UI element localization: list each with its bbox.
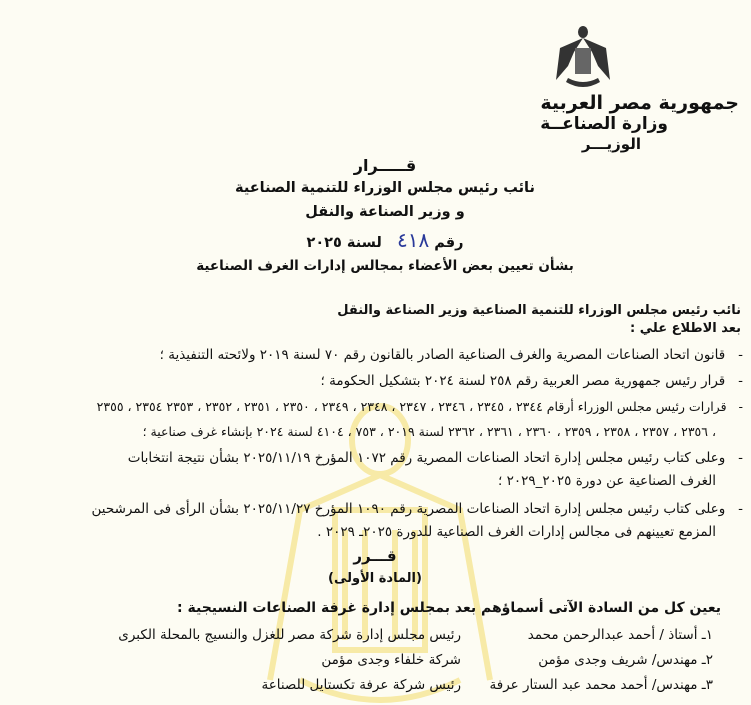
recital-1: - قانون اتحاد الصناعات المصرية والغرف الصناعية الصادر بالقانون رقم ٧٠ لسنة ٢٠١٩ ولائحته التنفيذية ؛ [159, 347, 743, 363]
issuer-title-line2: و وزير الصناعة والنقل [305, 204, 465, 220]
article-heading: (المادة الأولى) [328, 571, 422, 586]
member-2-role: شركة خلفاء وجدى مؤمن [321, 652, 461, 668]
decision-heading: قـــرر [353, 547, 397, 565]
recital-5-cont: المزمع تعيينهم فى مجالس إدارات الغرف الصناعية للدورة ٢٠٢٥ـ ٢٠٢٩ . [317, 524, 716, 540]
recital-5: - وعلى كتاب رئيس مجلس إدارة اتحاد الصناعات المصرية رقم ١٠٩٠ المؤرخ ٢٠٢٥/١١/٢٧ بشأن الرأى فى المرشحين [91, 501, 743, 517]
year-label: لسنة ٢٠٢٥ [306, 235, 382, 251]
country-name: جمهورية مصر العربية [540, 92, 739, 114]
office-name: الوزيـــر [581, 135, 641, 153]
recital-3: - قرارات رئيس مجلس الوزراء أرقام ٢٣٤٤ ، ٢٣٤٥ ، ٢٣٤٦ ، ٢٣٤٧ ، ٢٣٤٨ ، ٢٣٤٩ ، ٢٣٥٠ ، ٢٣٥١ ، ٢٣٥٢ ، ٢٣٥٣ ٢٣٥٤ ، ٢٣٥٥ [96, 399, 743, 414]
handwritten-number: ٤١٨ [397, 228, 430, 252]
recital-4-cont: الغرف الصناعية عن دورة ٢٠٢٥_٢٠٢٩ ؛ [498, 473, 716, 489]
ministry-name: وزارة الصناعــة [540, 114, 668, 134]
member-2-name: ٢ـ مهندس/ شريف وجدى مؤمن [538, 652, 713, 668]
decree-subject: بشأن تعيين بعض الأعضاء بمجالس إدارات الغرف الصناعية [196, 258, 574, 274]
decree-heading: قـــــرار [353, 156, 417, 175]
preamble-issuer: نائب رئيس مجلس الوزراء للتنمية الصناعية وزير الصناعة والنقل [337, 303, 741, 318]
egypt-eagle-emblem-icon [552, 22, 614, 92]
recital-4: - وعلى كتاب رئيس مجلس إدارة اتحاد الصناعات المصرية رقم ١٠٧٢ المؤرخ ٢٠٢٥/١١/١٩ بشأن نتيجة انتخابات [127, 450, 743, 466]
member-3-name: ٣ـ مهندس/ أحمد محمد عبد الستار عرفة [489, 677, 713, 693]
recital-text: وعلى كتاب رئيس مجلس إدارة اتحاد الصناعات المصرية رقم ١٠٧٢ المؤرخ ٢٠٢٥/١١/١٩ بشأن نتيجة انتخابات [127, 450, 726, 466]
member-1-role: رئيس مجلس إدارة شركة مصر للغزل والنسيج بالمحلة الكبرى [118, 627, 461, 643]
after-review: بعد الاطلاع علي : [630, 321, 741, 336]
recital-text: وعلى كتاب رئيس مجلس إدارة اتحاد الصناعات المصرية رقم ١٠٩٠ المؤرخ ٢٠٢٥/١١/٢٧ بشأن الرأى فى المرشحين [91, 501, 726, 517]
member-1-name: ١ـ أستاذ / أحمد عبدالرحمن محمد [527, 627, 713, 643]
member-3-role: رئيس شركة عرفة تكستايل للصناعة [261, 677, 461, 693]
issuer-title-line1: نائب رئيس مجلس الوزراء للتنمية الصناعية [235, 180, 535, 196]
recital-text: قرارات رئيس مجلس الوزراء أرقام ٢٣٤٤ ، ٢٣٤٥ ، ٢٣٤٦ ، ٢٣٤٧ ، ٢٣٤٨ ، ٢٣٤٩ ، ٢٣٥٠ ، ٢٣٥١ ، ٢٣٥٢ ، ٢٣٥٣ ٢٣٥٤ ، ٢٣٥٥ [96, 399, 727, 414]
recital-2: - قرار رئيس جمهورية مصر العربية رقم ٢٥٨ لسنة ٢٠٢٤ بتشكيل الحكومة ؛ [320, 373, 743, 389]
recital-3-cont: ، ٢٣٥٦ ، ٢٣٥٧ ، ٢٣٥٨ ، ٢٣٥٩ ، ٢٣٦٠ ، ٢٣٦١ ، ٢٣٦٢ لسنة ٢٠١٩ ، ٧٥٣ ، ٤١٠٤ لسنة ٢٠٢٤ بإنشاء غرف صناعية ؛ [142, 424, 716, 439]
recital-text: قانون اتحاد الصناعات المصرية والغرف الصناعية الصادر بالقانون رقم ٧٠ لسنة ٢٠١٩ ولائحته التنفيذية ؛ [159, 347, 726, 363]
decision-intro: يعين كل من السادة الآتى أسماؤهم بعد بمجلس إدارة غرفة الصناعات النسيجية : [177, 600, 721, 616]
number-label: رقم [434, 235, 464, 251]
recital-text: قرار رئيس جمهورية مصر العربية رقم ٢٥٨ لسنة ٢٠٢٤ بتشكيل الحكومة ؛ [320, 373, 726, 389]
decree-number [150, 228, 620, 252]
